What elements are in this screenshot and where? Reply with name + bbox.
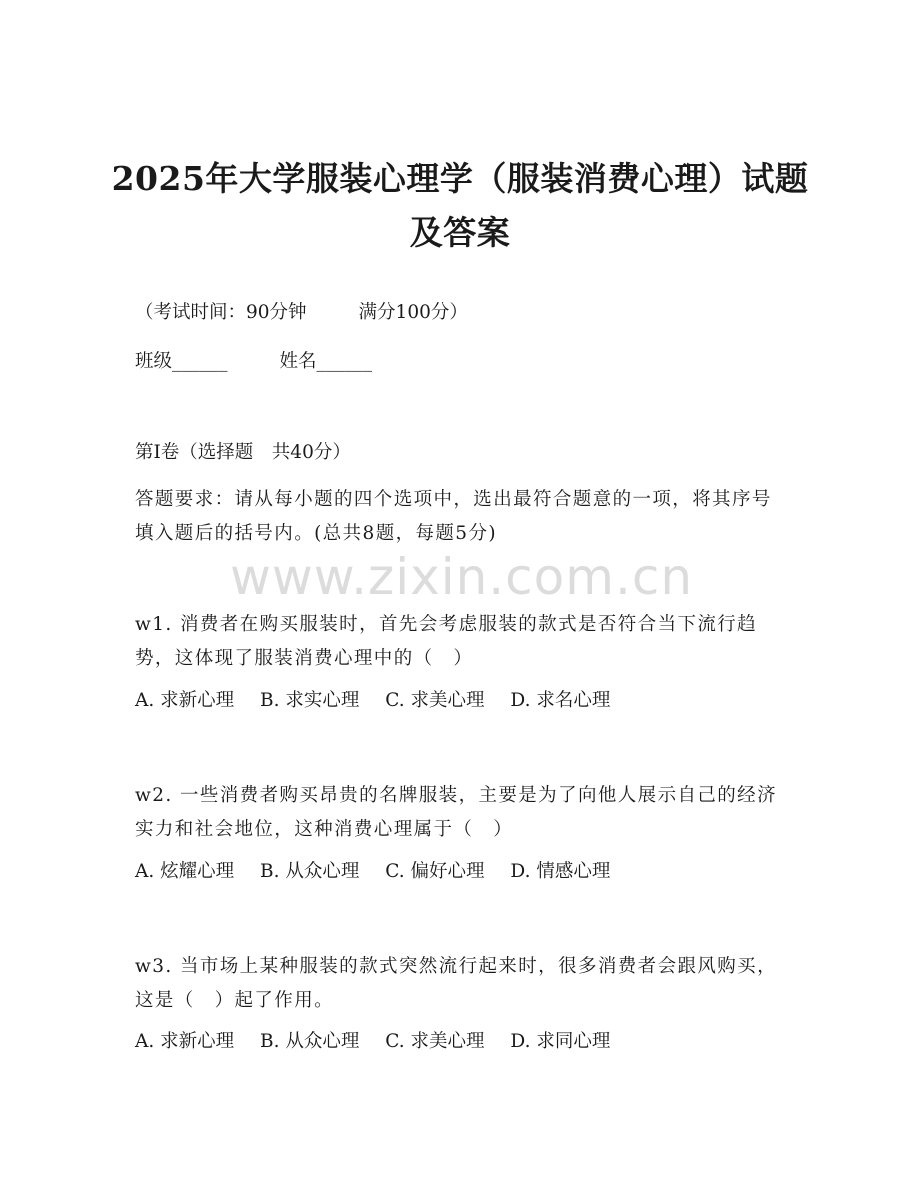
student-info	[135, 345, 372, 379]
question-stem: w1. 消费者在购买服装时，首先会考虑服装的款式是否符合当下流行趋势，这体现了服装消费心理中的（ ）	[135, 614, 758, 669]
document-title: 2025年大学服装心理学（服装消费心理）试题及答案	[111, 159, 809, 252]
question-options	[135, 855, 630, 889]
exam-info	[135, 296, 468, 330]
option-a: A. 求新心理	[135, 690, 235, 711]
option-a: A. 炫耀心理	[135, 861, 235, 882]
option-c: C. 求美心理	[385, 690, 485, 711]
section-instructions: 答题要求：请从每小题的四个选项中，选出最符合题意的一项，将其序号填入题后的括号内。(总共8题，每题5分)	[135, 489, 772, 544]
question-options	[135, 684, 630, 718]
option-b: B. 从众心理	[260, 861, 360, 882]
exam-time: （考试时间：90分钟	[135, 302, 307, 323]
option-d: D. 求同心理	[510, 1031, 611, 1052]
question-stem: w3. 当市场上某种服装的款式突然流行起来时，很多消费者会跟风购买，这是（ ）起了作用。	[135, 956, 777, 1011]
option-b: B. 从众心理	[260, 1031, 360, 1052]
option-a: A. 求新心理	[135, 1031, 235, 1052]
section-heading: 第Ⅰ卷（选择题 共40分）	[135, 442, 351, 463]
option-b: B. 求实心理	[260, 690, 360, 711]
option-c: C. 偏好心理	[385, 861, 485, 882]
question-stem: w2. 一些消费者购买昂贵的名牌服装，主要是为了向他人展示自己的经济实力和社会地位，这种消费心理属于（ ）	[135, 785, 777, 840]
question-options	[135, 1025, 630, 1059]
option-c: C. 求美心理	[385, 1031, 485, 1052]
exam-score: 满分100分）	[358, 302, 468, 323]
option-d: D. 求名心理	[510, 690, 611, 711]
class-field: 班级______	[135, 351, 228, 372]
watermark: www.zixin.com.cn	[230, 548, 694, 606]
option-d: D. 情感心理	[510, 861, 611, 882]
name-field: 姓名______	[279, 351, 373, 372]
